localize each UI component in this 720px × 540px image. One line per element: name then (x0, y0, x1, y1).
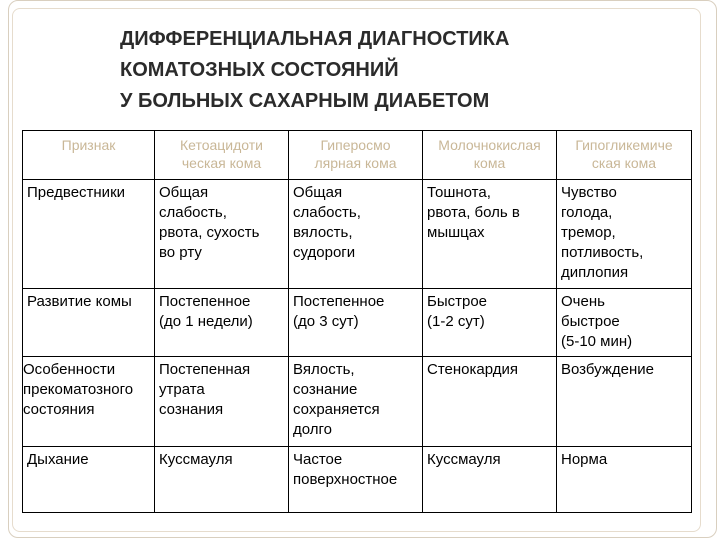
header-hyperosmolar-coma: Гиперосмо лярная кома (289, 131, 423, 180)
table-row (23, 180, 692, 289)
table-cell: Куссмауля (423, 447, 557, 513)
table-cell: Чувство голода, тремор, потливость, диплопия (557, 180, 692, 289)
table-cell: Постепенное (до 3 сут) (289, 289, 423, 357)
title-line-1: ДИФФЕРЕНЦИАЛЬНАЯ ДИАГНОСТИКА (120, 28, 510, 50)
title-line-3: У БОЛЬНЫХ САХАРНЫМ ДИАБЕТОМ (120, 90, 490, 112)
table-cell: Общая слабость, рвота, сухость во рту (155, 180, 289, 289)
header-sign: Признак (23, 131, 155, 180)
table-cell: Тошнота, рвота, боль в мышцах (423, 180, 557, 289)
row-label-coma-development: Развитие комы (23, 289, 155, 357)
table-cell: Норма (557, 447, 692, 513)
table-cell: Постепенное (до 1 недели) (155, 289, 289, 357)
title-line-2: КОМАТОЗНЫХ СОСТОЯНИЙ (120, 59, 399, 81)
table-cell: Частое поверхностное (289, 447, 423, 513)
table-cell: Общая слабость, вялость, судороги (289, 180, 423, 289)
table-cell: Быстрое (1-2 сут) (423, 289, 557, 357)
row-label-breathing: Дыхание (23, 447, 155, 513)
table-header-row (23, 131, 692, 180)
table-cell: Возбуждение (557, 357, 692, 447)
diagnosis-table (22, 130, 692, 513)
header-hypoglycemic-coma: Гипогликемиче ская кома (557, 131, 692, 180)
table-cell: Куссмауля (155, 447, 289, 513)
row-label-precoma-features: Особенности прекоматозного состояния (23, 357, 155, 447)
table-row (23, 357, 692, 447)
table-cell: Вялость, сознание сохраняется долго (289, 357, 423, 447)
header-ketoacidotic-coma: Кетоацидоти ческая кома (155, 131, 289, 180)
table-cell: Стенокардия (423, 357, 557, 447)
table-row (23, 289, 692, 357)
table-row (23, 447, 692, 513)
table-cell: Постепенная утрата сознания (155, 357, 289, 447)
table-cell: Очень быстрое (5-10 мин) (557, 289, 692, 357)
header-lactic-acid-coma: Молочнокислая кома (423, 131, 557, 180)
slide-title (120, 24, 680, 117)
row-label-precursors: Предвестники (23, 180, 155, 289)
